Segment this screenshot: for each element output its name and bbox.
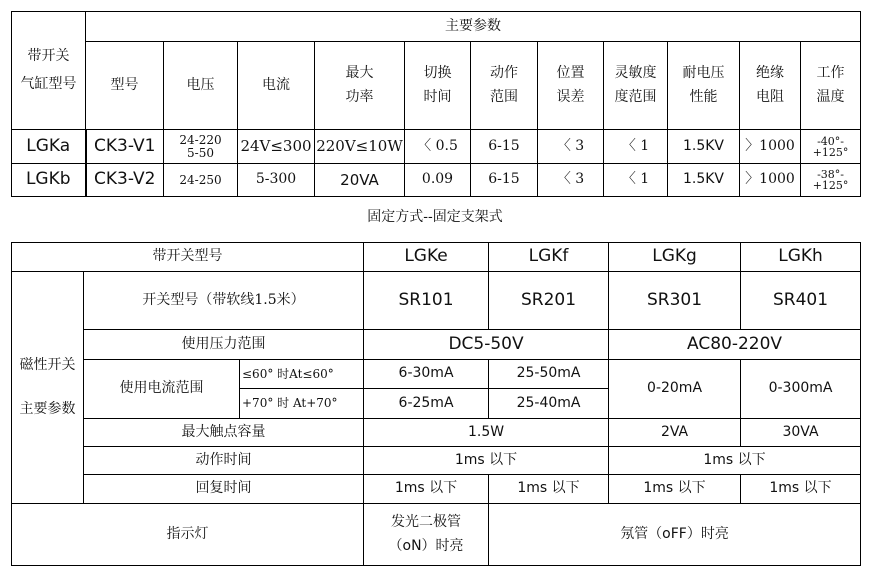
parameter-table-1 [11, 11, 861, 197]
row-header-line2: 气缸型号 [20, 75, 77, 92]
action-range-cell: 6-15 [471, 130, 538, 164]
contact-value: 30VA [741, 419, 861, 447]
switch-time-cell: 〈 0.5 [405, 130, 471, 164]
type-cell: CK3-V2 [86, 164, 164, 197]
position-error-cell: 〈 3 [538, 130, 604, 164]
recovery-time-value: 1ms 以下 [741, 475, 861, 504]
left-label-1: 磁性开关 [19, 357, 76, 373]
contact-value: 2VA [609, 419, 741, 447]
group-header: 主要参数 [86, 12, 861, 42]
col-header: 电压 [164, 42, 238, 130]
model-header: LGKe [364, 243, 489, 272]
pressure-value: AC80-220V [609, 330, 861, 360]
col-header: 动作 范围 [471, 42, 538, 130]
model-header: LGKf [489, 243, 609, 272]
recovery-time-label: 回复时间 [84, 475, 364, 504]
withstand-cell: 1.5KV [668, 130, 740, 164]
action-time-value: 1ms 以下 [609, 447, 861, 475]
voltage-cell: 24-250 [164, 164, 238, 197]
col-header: 灵敏度 度范围 [604, 42, 668, 130]
model-header-label: 带开关型号 [12, 243, 364, 272]
contact-label: 最大触点容量 [84, 419, 364, 447]
withstand-cell: 1.5KV [668, 164, 740, 197]
power-cell: 20VA [315, 164, 405, 197]
pressure-value: DC5-50V [364, 330, 609, 360]
switch-model: SR101 [364, 272, 489, 330]
current-value: 25-40mA [489, 389, 609, 419]
current-cell: 24V≤300 [238, 130, 315, 164]
model-header: LGKh [741, 243, 861, 272]
col-header: 绝缘 电阻 [740, 42, 801, 130]
sensitivity-cell: 〈 1 [604, 130, 668, 164]
current-condition: ≤60° 时At≤60° [240, 360, 364, 389]
switch-model-label: 开关型号（带软线1.5米） [84, 272, 364, 330]
switch-model: SR401 [741, 272, 861, 330]
current-value: 0-300mA [741, 360, 861, 419]
current-label: 使用电流范围 [84, 360, 240, 419]
indicator-label: 指示灯 [12, 504, 364, 566]
model-cell: LGKa [12, 130, 86, 164]
row-header-line1: 带开关 [27, 48, 70, 64]
col-header: 工作 温度 [801, 42, 861, 130]
switch-model: SR301 [609, 272, 741, 330]
col-header: 位置 误差 [538, 42, 604, 130]
model-cell: LGKb [12, 164, 86, 197]
current-cell: 5-300 [238, 164, 315, 197]
table-row [12, 164, 861, 197]
insulation-cell: 〉1000 [740, 164, 801, 197]
voltage-cell: 24-220 5-50 [164, 130, 238, 164]
switch-model: SR201 [489, 272, 609, 330]
current-value: 25-50mA [489, 360, 609, 389]
col-header: 型号 [86, 42, 164, 130]
row-header-cell [12, 12, 86, 130]
switch-time-cell: 0.09 [405, 164, 471, 197]
indicator-neon: 氖管（oFF）时亮 [489, 504, 861, 566]
action-range-cell: 6-15 [471, 164, 538, 197]
parameter-table-2 [11, 242, 861, 566]
col-header: 电流 [238, 42, 315, 130]
mounting-caption: 固定方式--固定支架式 [367, 209, 503, 225]
insulation-cell: 〉1000 [740, 130, 801, 164]
type-cell: CK3-V1 [86, 130, 164, 164]
indicator-led: 发光二极管 （oN）时亮 [364, 504, 489, 566]
action-time-value: 1ms 以下 [364, 447, 609, 475]
current-value: 0-20mA [609, 360, 741, 419]
col-header: 耐电压 性能 [668, 42, 740, 130]
contact-value: 1.5W [364, 419, 609, 447]
col-header: 最大 功率 [315, 42, 405, 130]
position-error-cell: 〈 3 [538, 164, 604, 197]
recovery-time-value: 1ms 以下 [609, 475, 741, 504]
temp-cell: -40°- +125° [801, 130, 861, 164]
current-value: 6-25mA [364, 389, 489, 419]
temp-cell: -38°- +125° [801, 164, 861, 197]
model-header: LGKg [609, 243, 741, 272]
power-cell: 220V≤10W [315, 130, 405, 164]
action-time-label: 动作时间 [84, 447, 364, 475]
recovery-time-value: 1ms 以下 [489, 475, 609, 504]
current-value: 6-30mA [364, 360, 489, 389]
current-condition: +70° 时 At+70° [240, 389, 364, 419]
recovery-time-value: 1ms 以下 [364, 475, 489, 504]
col-header: 切换 时间 [405, 42, 471, 130]
pressure-label: 使用压力范围 [84, 330, 364, 360]
left-label-2: 主要参数 [19, 400, 76, 417]
left-label-cell [12, 272, 84, 504]
sensitivity-cell: 〈 1 [604, 164, 668, 197]
table-row [12, 130, 861, 164]
